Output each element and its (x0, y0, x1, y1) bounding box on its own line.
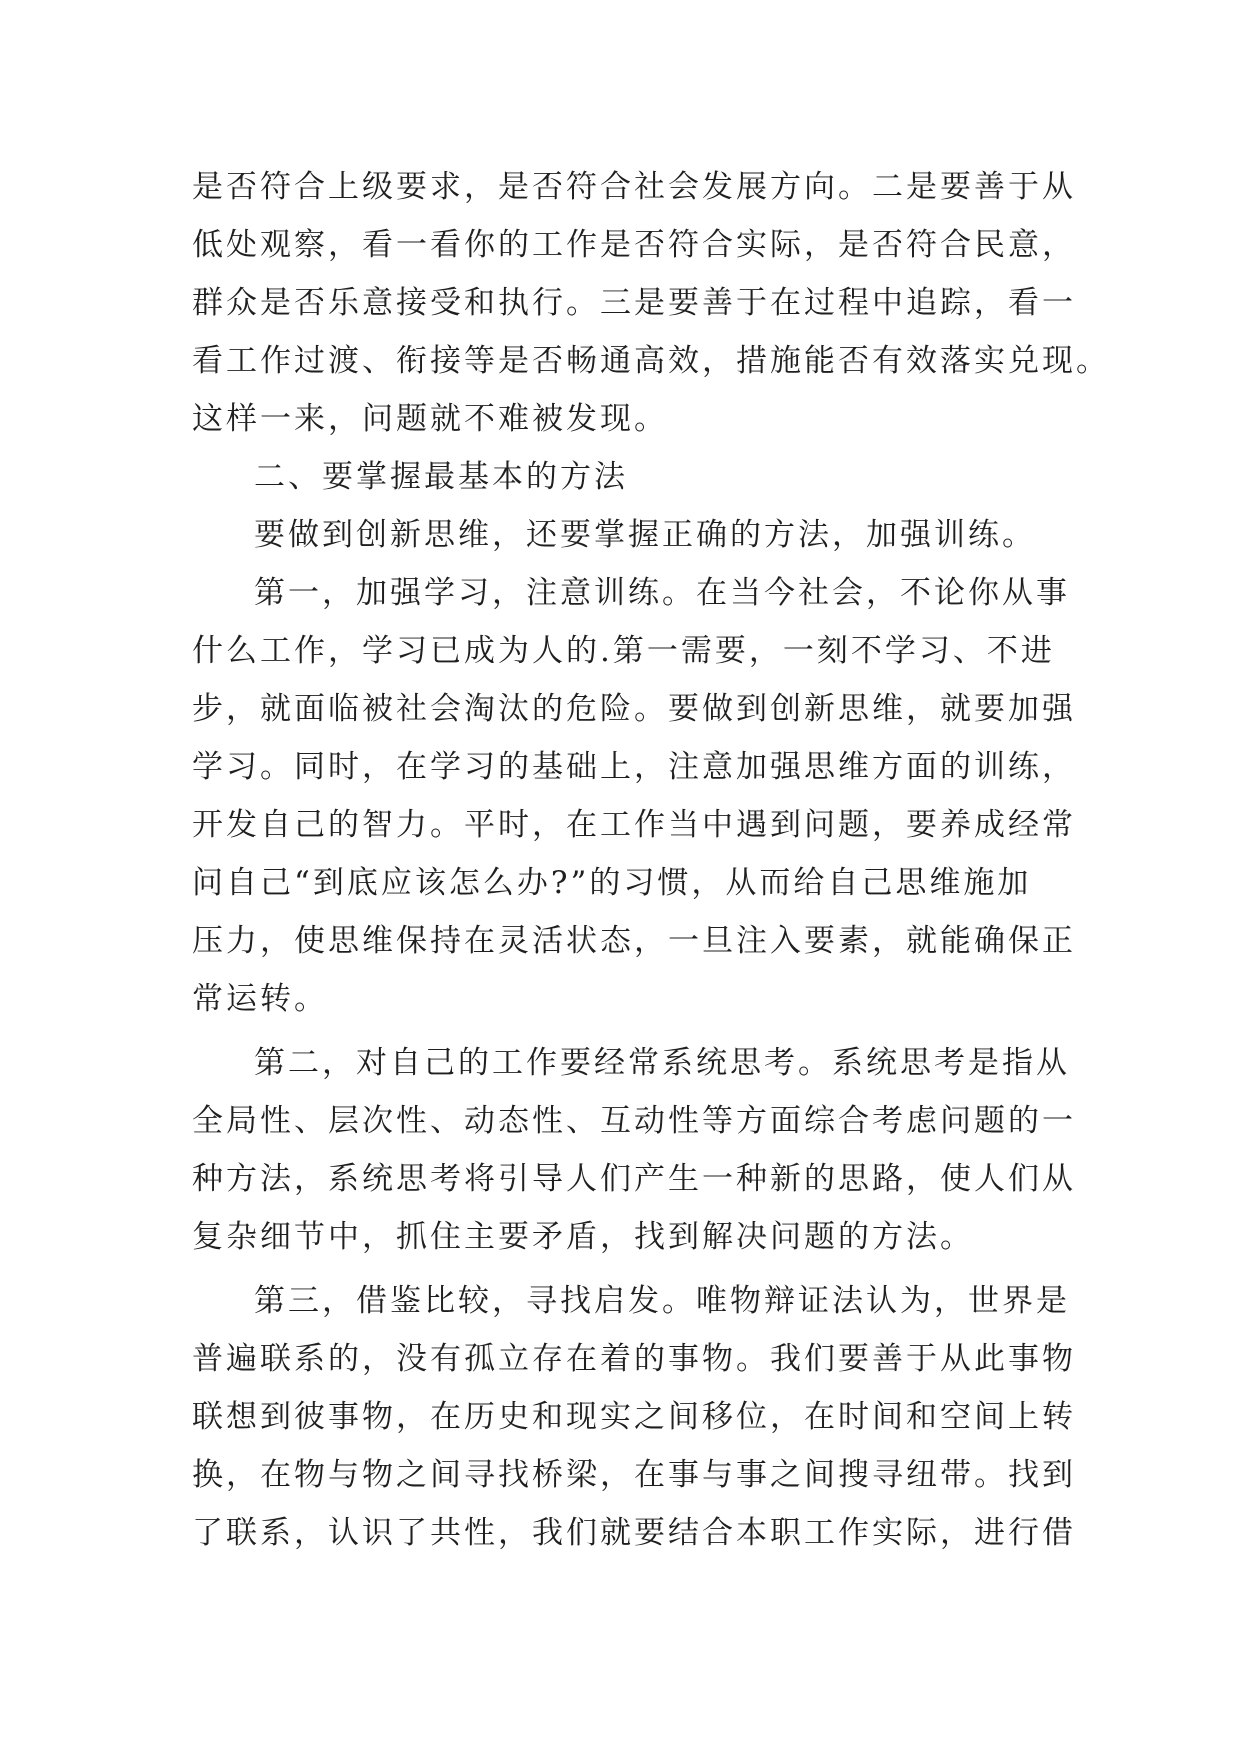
paragraph-second-point (192, 1034, 1076, 1266)
text-line: 联想到彼事物，在历史和现实之间移位，在时间和空间上转 (192, 1399, 1076, 1435)
paragraph-method-intro (192, 506, 1064, 564)
text-line: 群众是否乐意接受和执行。三是要善于在过程中追踪，看一 (192, 285, 1076, 321)
section-heading-text: 二、要掌握最基本的方法 (254, 459, 628, 495)
text-line: 压力，使思维保持在灵活状态，一旦注入要素，就能确保正 (192, 923, 1076, 959)
text-line: 种方法，系统思考将引导人们产生一种新的思路，使人们从 (192, 1161, 1076, 1197)
text-line: 问自己“到底应该怎么办?”的习惯，从而给自己思维施加 (192, 865, 1032, 901)
text-line: 全局性、层次性、动态性、互动性等方面综合考虑问题的一 (192, 1103, 1076, 1139)
text-line: 要做到创新思维，还要掌握正确的方法，加强训练。 (254, 517, 1036, 553)
text-line: 这样一来，问题就不难被发现。 (192, 401, 668, 437)
paragraph-third-point (192, 1272, 1076, 1562)
text-line: 第一，加强学习，注意训练。在当今社会，不论你从事 (254, 575, 1070, 611)
document-body (192, 158, 1110, 1562)
text-line: 复杂细节中，抓住主要矛盾，找到解决问题的方法。 (192, 1219, 974, 1255)
text-line: 第三，借鉴比较，寻找启发。唯物辩证法认为，世界是 (254, 1283, 1070, 1319)
text-line: 看工作过渡、衔接等是否畅通高效，措施能否有效落实兑现。 (192, 343, 1110, 379)
text-line: 了联系，认识了共性，我们就要结合本职工作实际，进行借 (192, 1515, 1076, 1551)
text-line: 换，在物与物之间寻找桥梁，在事与事之间搜寻纽带。找到 (192, 1457, 1076, 1493)
paragraph-first-point (192, 564, 1076, 1028)
text-line: 是否符合上级要求，是否符合社会发展方向。二是要善于从 (192, 169, 1076, 205)
text-line: 常运转。 (192, 981, 328, 1017)
text-line: 普遍联系的，没有孤立存在着的事物。我们要善于从此事物 (192, 1341, 1076, 1377)
text-line: 第二，对自己的工作要经常系统思考。系统思考是指从 (254, 1045, 1070, 1081)
paragraph-intro-continuation (192, 158, 1110, 448)
text-line: 步，就面临被社会淘汰的危险。要做到创新思维，就要加强 (192, 691, 1076, 727)
section-heading (192, 448, 1064, 506)
text-line: 开发自己的智力。平时，在工作当中遇到问题，要养成经常 (192, 807, 1076, 843)
text-line: 什么工作，学习已成为人的.第一需要，一刻不学习、不进 (192, 633, 1055, 669)
text-line: 学习。同时，在学习的基础上，注意加强思维方面的训练， (192, 749, 1076, 785)
text-line: 低处观察，看一看你的工作是否符合实际，是否符合民意， (192, 227, 1076, 263)
